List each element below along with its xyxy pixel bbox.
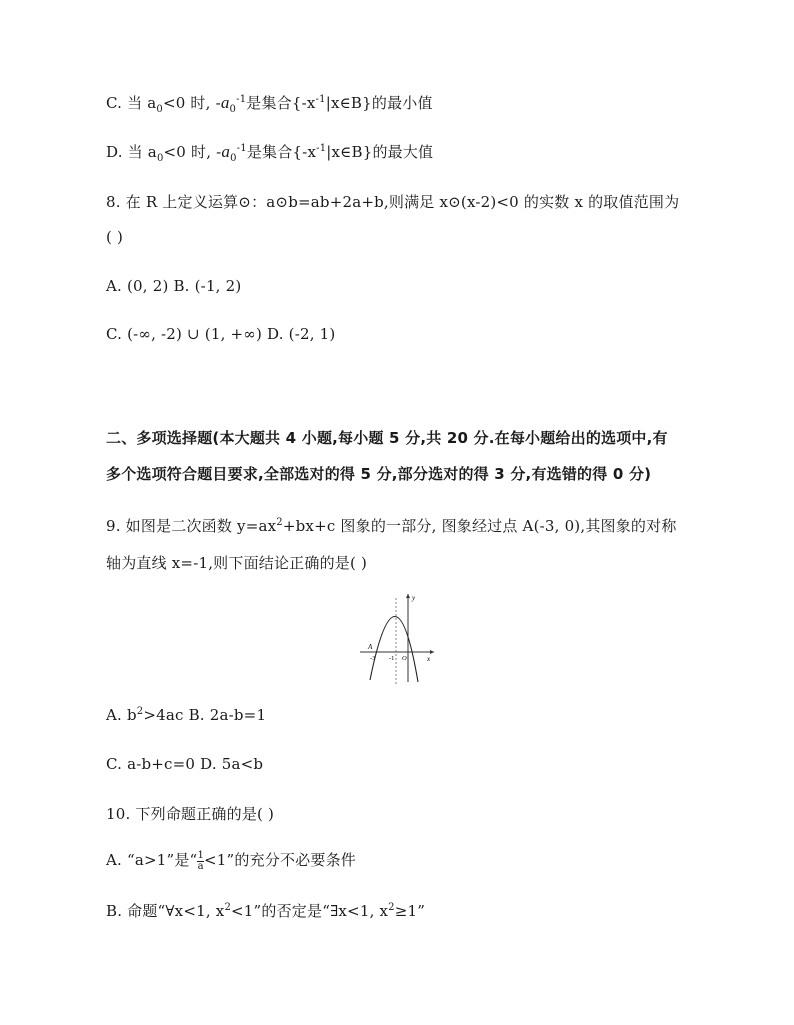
- question-8-options-cd: C. (-∞, -2) ∪ (1, +∞) D. (-2, 1): [106, 325, 336, 343]
- option-7d: D. 当 $a_0<0$ 时, $-a_0^{-1}$是集合$\{-x^{-1}|x\in B\}$的最大值: [106, 142, 434, 164]
- question-9-stem-line2: 轴为直线 x=-1,则下面结论正确的是( ): [106, 554, 368, 572]
- question-10-option-b: B. 命题“∀x<1, $x^2<1$”的否定是“∃x<1, $x^2\ge 1$”: [106, 902, 426, 920]
- tick-label-neg3: -3: [370, 655, 376, 662]
- x-axis-arrow: [430, 650, 434, 654]
- question-9-options-cd: C. a-b+c=0 D. 5a<b: [106, 755, 264, 773]
- question-8-bracket: ( ): [106, 228, 124, 246]
- y-label: y: [412, 594, 416, 602]
- parabola-graph: [356, 590, 436, 686]
- section-2-heading-line2: 多个选项符合题目要求,全部选对的得 5 分,部分选对的得 3 分,有选错的得 0 分): [106, 465, 652, 483]
- question-10-option-a: A. “a>1”是“ $\frac{1}{a}$ <1”的充分不必要条件: [106, 849, 356, 872]
- parabola-curve: [370, 616, 418, 682]
- point-a-label: A: [368, 643, 373, 651]
- x-label: x: [427, 655, 431, 663]
- option-7c: C. 当 $a_0<0$ 时, $-a_0^{-1}$是集合$\{-x^{-1}|x\in B\}$的最小值: [106, 93, 433, 115]
- question-9-stem-line1: 9. 如图是二次函数 $y=ax^2+bx+c$ 图象的一部分, 图象经过点 A(-3, 0),其图象的对称: [106, 517, 677, 535]
- tick-label-neg1: -1: [389, 655, 395, 662]
- section-2-heading-line1: 二、多项选择题(本大题共 4 小题,每小题 5 分,共 20 分.在每小题给出的选项中,有: [106, 429, 668, 447]
- y-axis-arrow: [406, 594, 410, 598]
- question-8-stem: 8. 在 R 上定义运算⊙：a⊙b=ab+2a+b,则满足 x⊙(x-2)<0 的实数 x 的取值范围为: [106, 193, 680, 211]
- question-10-stem: 10. 下列命题正确的是( ): [106, 805, 275, 823]
- question-9-options-ab: A. $b^2>4ac$ B. 2a-b=1: [106, 706, 267, 724]
- origin-label: O: [402, 655, 407, 662]
- question-8-options-ab: A. (0, 2) B. (-1, 2): [106, 277, 242, 295]
